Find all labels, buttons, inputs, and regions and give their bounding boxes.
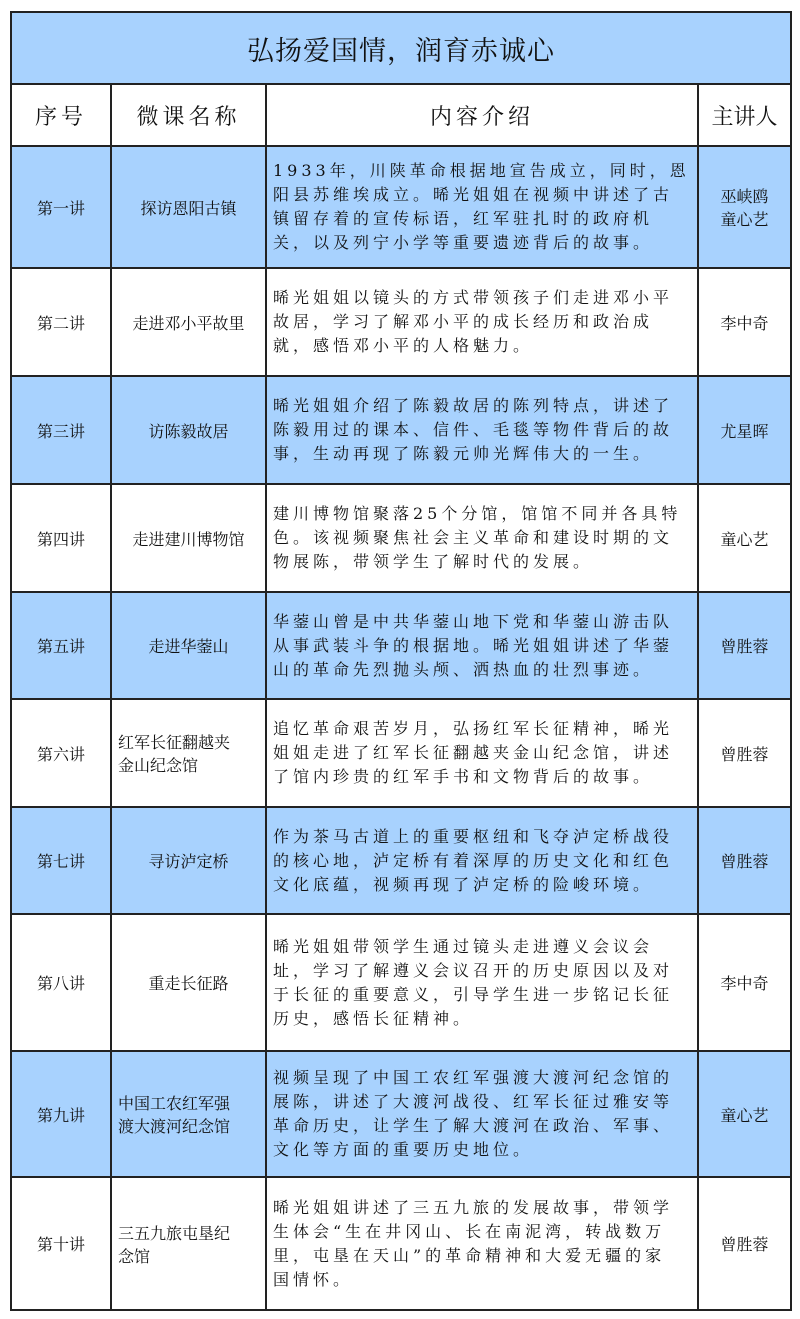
lecture-number: 第一讲 bbox=[11, 146, 111, 268]
course-name-line: 三五九旅屯垦纪 bbox=[118, 1223, 231, 1243]
course-name-line: 走进邓小平故里 bbox=[132, 313, 245, 333]
course-content-line: 视频呈现了中国工农红军强渡大渡河纪念馆的 bbox=[273, 1068, 674, 1087]
course-content bbox=[266, 807, 698, 914]
course-name-line: 念馆 bbox=[118, 1246, 151, 1266]
course-name bbox=[111, 1177, 266, 1310]
course-content-line: 姐姐走进了红军长征翻越夹金山纪念馆，讲述 bbox=[273, 743, 674, 762]
course-content-line: 国情怀。 bbox=[273, 1269, 354, 1289]
course-content-line: 色。该视频聚焦社会主义革命和建设时期的文 bbox=[273, 528, 674, 547]
speaker bbox=[698, 1177, 791, 1310]
course-content-line: 生体会“生在井冈山、长在南泥湾，转战数万 bbox=[273, 1221, 666, 1241]
course-content-line: 华蓥山曾是中共华蓥山地下党和华蓥山游击队 bbox=[273, 611, 674, 631]
table-row bbox=[11, 807, 791, 914]
course-content-line: 晞光姐姐以镜头的方式带领孩子们走进邓小平 bbox=[273, 288, 674, 307]
speaker-line: 童心艺 bbox=[720, 1105, 769, 1125]
speaker-line: 李中奇 bbox=[720, 313, 769, 333]
course-name-line: 走进华蓥山 bbox=[148, 637, 229, 656]
header-speaker: 主讲人 bbox=[698, 84, 791, 146]
course-content bbox=[266, 1177, 698, 1310]
course-content-line: 事，生动再现了陈毅元帅光辉伟大的一生。 bbox=[273, 444, 654, 463]
speaker bbox=[698, 484, 791, 592]
lecture-number: 第三讲 bbox=[11, 376, 111, 484]
course-content-line: 就，感悟邓小平的人格魅力。 bbox=[273, 336, 534, 355]
course-content bbox=[266, 914, 698, 1051]
speaker bbox=[698, 146, 791, 268]
header-number: 序号 bbox=[11, 84, 111, 146]
course-content-line: 追忆革命艰苦岁月，弘扬红军长征精神，晞光 bbox=[273, 719, 674, 738]
lecture-number: 第十讲 bbox=[11, 1177, 111, 1310]
lecture-number: 第二讲 bbox=[11, 268, 111, 376]
table-title: 弘扬爱国情，润育赤诚心 bbox=[11, 12, 791, 84]
course-content bbox=[266, 1051, 698, 1177]
speaker bbox=[698, 1051, 791, 1177]
course-name bbox=[111, 268, 266, 376]
speaker bbox=[698, 592, 791, 699]
course-name bbox=[111, 376, 266, 484]
table-row bbox=[11, 376, 791, 484]
course-content-line: 晞光姐姐讲述了三五九旅的发展故事，带领学 bbox=[273, 1197, 674, 1217]
table-row bbox=[11, 484, 791, 592]
speaker bbox=[698, 699, 791, 807]
course-content bbox=[266, 268, 698, 376]
table-row bbox=[11, 268, 791, 376]
course-content bbox=[266, 146, 698, 268]
speaker bbox=[698, 807, 791, 914]
speaker-line: 李中奇 bbox=[720, 974, 769, 993]
course-content-line: 里，屯垦在天山”的革命精神和大爱无疆的家 bbox=[273, 1245, 666, 1265]
course-content-line: 镇留存着的宣传标语，红军驻扎时的政府机 bbox=[273, 209, 654, 228]
course-table bbox=[10, 11, 792, 1311]
course-name bbox=[111, 807, 266, 914]
speaker-line: 童心艺 bbox=[720, 210, 769, 229]
course-name bbox=[111, 592, 266, 699]
course-content bbox=[266, 592, 698, 699]
speaker-line: 曾胜蓉 bbox=[720, 1235, 769, 1254]
lecture-number: 第八讲 bbox=[11, 914, 111, 1051]
course-content-line: 了馆内珍贵的红军手书和文物背后的故事。 bbox=[273, 767, 654, 786]
speaker bbox=[698, 268, 791, 376]
course-content-line: 文化底蕴，视频再现了泸定桥的险峻环境。 bbox=[273, 874, 654, 894]
course-content-line: 革命历史，让学生了解大渡河在政治、军事、 bbox=[273, 1116, 674, 1135]
course-content-line: 从事武装斗争的根据地。晞光姐姐讲述了华蓥 bbox=[273, 635, 674, 655]
lecture-number: 第五讲 bbox=[11, 592, 111, 699]
course-content-line: 晞光姐姐介绍了陈毅故居的陈列特点，讲述了 bbox=[273, 396, 674, 415]
course-content bbox=[266, 699, 698, 807]
lecture-number: 第七讲 bbox=[11, 807, 111, 914]
speaker bbox=[698, 914, 791, 1051]
speaker-line: 曾胜蓉 bbox=[720, 744, 769, 764]
course-content-line: 晞光姐姐带领学生通过镜头走进遵义会议会 bbox=[273, 936, 654, 956]
course-content bbox=[266, 376, 698, 484]
lecture-number: 第九讲 bbox=[11, 1051, 111, 1177]
course-content-line: 故居，学习了解邓小平的成长经历和政治成 bbox=[273, 312, 654, 331]
course-content-line: 址，学习了解遵义会议召开的历史原因以及对 bbox=[273, 960, 674, 980]
course-name bbox=[111, 914, 266, 1051]
course-name-line: 渡大渡河纪念馆 bbox=[118, 1117, 231, 1136]
course-content-line: 于长征的重要意义，引导学生进一步铭记长征 bbox=[273, 984, 674, 1004]
course-name bbox=[111, 484, 266, 592]
course-name-line: 金山纪念馆 bbox=[118, 756, 199, 775]
speaker-line: 童心艺 bbox=[720, 529, 769, 549]
course-content-line: 阳县苏维埃成立。晞光姐姐在视频中讲述了古 bbox=[273, 185, 674, 204]
course-content-line: 1933年，川陕革命根据地宣告成立，同时，恩 bbox=[273, 161, 690, 180]
course-name bbox=[111, 699, 266, 807]
course-content-line: 建川博物馆聚落25个分馆，馆馆不同并各具特 bbox=[273, 504, 682, 523]
course-content-line: 山的革命先烈抛头颅、洒热血的壮烈事迹。 bbox=[273, 659, 654, 679]
table-row bbox=[11, 914, 791, 1051]
course-content-line: 关，以及列宁小学等重要遗迹背后的故事。 bbox=[273, 233, 654, 252]
table-row bbox=[11, 146, 791, 268]
speaker-line: 巫峡鸥 bbox=[720, 187, 769, 206]
header-content: 内容介绍 bbox=[266, 84, 698, 146]
speaker-line: 曾胜蓉 bbox=[720, 852, 769, 871]
course-content-line: 展陈，讲述了大渡河战役、红军长征过雅安等 bbox=[273, 1092, 674, 1111]
header-course-name: 微课名称 bbox=[111, 84, 266, 146]
speaker-line: 尤星晖 bbox=[720, 421, 769, 441]
course-name-line: 重走长征路 bbox=[148, 974, 229, 993]
course-name-line: 探访恩阳古镇 bbox=[140, 198, 237, 218]
lecture-number: 第四讲 bbox=[11, 484, 111, 592]
course-name-line: 中国工农红军强 bbox=[118, 1094, 231, 1113]
course-content-line: 文化等方面的重要历史地位。 bbox=[273, 1140, 534, 1159]
lecture-number: 第六讲 bbox=[11, 699, 111, 807]
course-name bbox=[111, 1051, 266, 1177]
course-name-line: 红军长征翻越夹 bbox=[118, 733, 231, 752]
course-name-line: 访陈毅故居 bbox=[148, 421, 229, 441]
course-name bbox=[111, 146, 266, 268]
table-row bbox=[11, 1177, 791, 1310]
speaker-line: 曾胜蓉 bbox=[720, 637, 769, 656]
course-content-line: 的核心地，泸定桥有着深厚的历史文化和红色 bbox=[273, 850, 674, 870]
course-name-line: 寻访泸定桥 bbox=[148, 852, 229, 871]
course-content bbox=[266, 484, 698, 592]
header-row bbox=[11, 84, 791, 146]
course-content-line: 作为茶马古道上的重要枢纽和飞夺泸定桥战役 bbox=[273, 826, 674, 846]
course-name-line: 走进建川博物馆 bbox=[132, 529, 245, 549]
course-content-line: 历史，感悟长征精神。 bbox=[273, 1008, 474, 1028]
table-row bbox=[11, 699, 791, 807]
course-content-line: 物展陈，带领学生了解时代的发展。 bbox=[273, 552, 594, 571]
table-row bbox=[11, 1051, 791, 1177]
table-row bbox=[11, 592, 791, 699]
course-content-line: 陈毅用过的课本、信件、毛毯等物件背后的故 bbox=[273, 420, 674, 439]
speaker bbox=[698, 376, 791, 484]
